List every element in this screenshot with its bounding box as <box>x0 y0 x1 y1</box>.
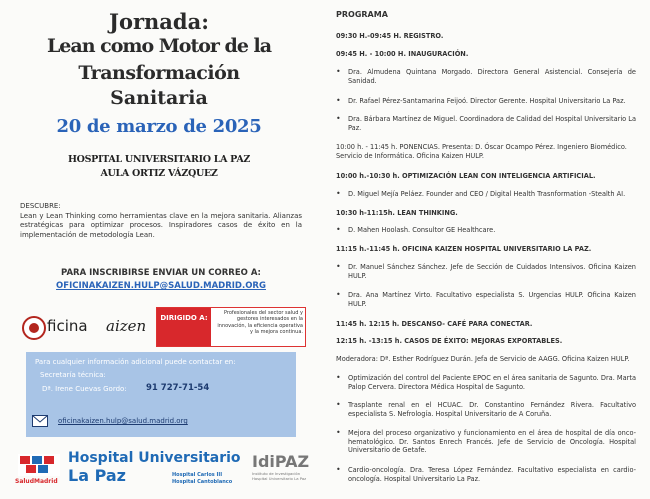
hospital-sub-1: Hospital Carlos III <box>172 472 223 478</box>
program-item: 12:15 h. -13:15 h. CASOS DE ÉXITO: MEJORAS EXPORTABLES. <box>336 337 563 345</box>
hospital-logo-line-2: La Paz <box>68 466 126 485</box>
program-item: 11:15 h.-11:45 h. OFICINA KAIZEN HOSPITAL UNIVERSITARIO LA PAZ. <box>336 245 592 253</box>
hospital-sub-2: Hospital Cantoblanco <box>172 478 233 485</box>
audience-label: DIRIGIDO A: <box>157 308 211 346</box>
program-speaker: • Dr. Rafael Pérez-Santamarina Feijoó. Director Gerente. Hospital Universitario La Paz. <box>336 97 636 106</box>
mail-icon <box>32 415 48 427</box>
program-item: Moderadora: Dª. Esther Rodríguez Durán. Jefa de Servicio de AAGG. Oficina Kaizen HULP. <box>336 355 630 363</box>
contact-email-link[interactable]: oficinakaizen.hulp@salud.madrid.org <box>58 417 188 425</box>
idipaz-subtitle: Instituto de Investigación Hospital Universitario La Paz <box>252 471 307 481</box>
program-talk: • Mejora del proceso organizativo y funcionamiento en el área de hospital de día onco-hematológico. Dr. Santos Enrech Francés. Jefe de Servicio de Oncología. Hospital Universitario de Getafe. <box>336 429 636 455</box>
program-speaker: • Dra. Ana Martínez Virto. Facultativo especialista S. Urgencias HULP. Oficina Kaizen HULP. <box>336 291 636 308</box>
program-item: 11:45 h. 12:15 h. DESCANSO- CAFÉ PARA CONECTAR. <box>336 320 533 328</box>
contact-intro: Para cualquier información adicional puede contactar en: <box>35 358 236 366</box>
hospital-logo-line-1: Hospital Universitario <box>68 450 241 466</box>
program-item: 10:00 h. - 11:45 h. PONENCIAS. Presenta: D. Óscar Ocampo Pérez. Ingeniero Biomédico. Servicio de Informática. Oficina Kaizen HULP. <box>336 143 627 160</box>
program-speaker: • Dr. Manuel Sánchez Sánchez. Jefe de Sección de Cuidados Intensivos. Oficina Kaizen HULP. <box>336 263 636 280</box>
event-date: 20 de marzo de 2025 <box>56 116 262 137</box>
program-heading: PROGRAMA <box>336 10 388 19</box>
venue-line-1: HOSPITAL UNIVERSITARIO LA PAZ <box>67 154 251 165</box>
register-label: PARA INSCRIBIRSE ENVIAR UN CORREO A: <box>61 268 261 278</box>
title-line-2: Lean como Motor de la <box>46 35 272 57</box>
program-talk: • Trasplante renal en el HCUAC. Dr. Constantino Fernández Rivera. Facultativo especialista S. Nefrología. Hospital Universitario de A Coruña. <box>336 401 636 418</box>
contact-name: Dª. Irene Cuevas Gordo: <box>42 385 127 393</box>
program-speaker: • Dra. Almudena Quintana Morgado. Directora General Asistencial. Consejería de Sanidad. <box>336 68 636 85</box>
description-label: DESCUBRE: <box>20 202 61 210</box>
left-column <box>0 0 318 499</box>
contact-secretaria: Secretaría técnica: <box>40 371 106 379</box>
description-block <box>20 202 302 240</box>
program-talk: • Cardio-oncología. Dra. Teresa López Fernández. Facultativo especialista en cardio-oncología. Hospital Universitario La Paz. <box>336 466 636 483</box>
title-line-1: Jornada: <box>109 9 209 34</box>
hospital-logo-sub <box>172 472 232 485</box>
contact-phone[interactable]: 91 727-71-54 <box>146 383 210 393</box>
kaizen-logo-word-1: ficina <box>47 317 88 335</box>
idipaz-logo: IdiPAZ <box>252 452 310 471</box>
program-talk: • Optimización del control del Paciente EPOC en el área sanitaria de Sagunto. Dra. Marta Palop Cervera. Directora Médica Hospital de Sagunto. <box>336 374 636 391</box>
kaizen-logo-word-2: aizen <box>106 317 147 335</box>
title-line-4: Sanitaria <box>110 87 208 109</box>
salud-madrid-label: SaludMadrid <box>15 478 58 485</box>
program-speaker: • D. Miguel Mejía Peláez. Founder and CEO / Digital Health Trasnformation -Stealth AI. <box>336 190 636 199</box>
oficina-kaizen-logo <box>22 313 147 343</box>
title-line-3: Transformación <box>78 62 240 84</box>
venue-line-2: AULA ORTIZ VÁZQUEZ <box>100 168 218 179</box>
program-item: 09:30 H.-09:45 H. REGISTRO. <box>336 32 444 40</box>
description-body: Lean y Lean Thinking como herramientas clave en la mejora sanitaria. Alianzas estratégicas para optimizar procesos. Inspiradores casos de éxito en la implementación de metodología Lean. <box>20 211 302 239</box>
program-item: 09:45 H. - 10:00 H. INAUGURACIÓN. <box>336 50 469 58</box>
audience-text: Profesionales del sector salud y gestores interesados en la innovación, la eficiencia operativa y la mejora continua. <box>217 310 303 335</box>
program-item: 10:00 h.-10:30 h. OPTIMIZACIÓN LEAN CON INTELIGENCIA ARTIFICIAL. <box>336 172 596 180</box>
program-speaker: • Dra. Bárbara Martínez de Miguel. Coordinadora de Calidad del Hospital Universitario La Paz. <box>336 115 636 132</box>
program-column <box>322 0 650 499</box>
audience-box <box>156 307 306 347</box>
program-speaker: • D. Mahen Hoolash. Consultor GE Healthcare. <box>336 226 636 235</box>
kaizen-emblem-icon <box>22 316 46 340</box>
program-item: 10:30 h-11:15h. LEAN THINKING. <box>336 209 458 217</box>
register-email-link[interactable]: OFICINAKAIZEN.HULP@SALUD.MADRID.ORG <box>56 281 266 291</box>
contact-info-box <box>26 352 296 437</box>
